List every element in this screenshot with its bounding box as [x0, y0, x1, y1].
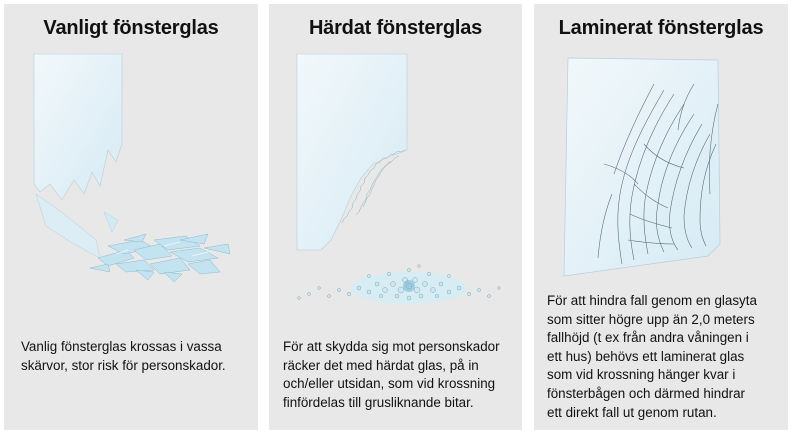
description-line: ett hus) behövs ett laminerat glas — [547, 348, 745, 364]
panel-description — [21, 338, 253, 375]
description-line: som vid krossning hänger kvar i — [547, 367, 736, 383]
glass-pane — [297, 54, 407, 250]
description-line: räcker det med härdat glas, på in — [283, 357, 479, 373]
tempered-glass-illustration — [269, 44, 522, 304]
panel-description — [283, 338, 515, 412]
panel-title: Laminerat fönsterglas — [558, 17, 764, 39]
granule-pile — [298, 265, 501, 304]
description-line: För att hindra fall genom en glasyta — [547, 293, 757, 308]
description-line: som sitter högre upp än 2,0 meters — [547, 311, 755, 327]
description-line: skärvor, stor risk för personskador. — [21, 357, 226, 373]
laminated-glass-illustration — [534, 44, 788, 304]
panel-tempered-glass — [269, 4, 522, 430]
panel-laminated-glass — [534, 4, 788, 430]
description-line: ett direkt fall ut genom rutan. — [547, 404, 717, 420]
granule-center — [403, 280, 415, 292]
panel-ordinary-glass — [4, 4, 258, 430]
panel-description — [547, 292, 783, 422]
description-line: finfördelas till grusliknande bitar. — [283, 394, 474, 410]
ordinary-glass-illustration — [4, 44, 258, 304]
glass-shard — [36, 194, 100, 258]
panel-title: Vanligt fönsterglas — [43, 17, 219, 39]
description-line: och/eller utsidan, som vid krossning — [283, 376, 496, 392]
description-line: fönsterbågen och därmed hindrar — [547, 385, 746, 401]
panel-title: Härdat fönsterglas — [308, 17, 483, 39]
description-line: Vanlig fönsterglas krossas i vassa — [21, 339, 222, 354]
description-line: För att skydda sig mot personskador — [283, 339, 500, 354]
glass-pane — [564, 58, 720, 276]
shard-pile — [90, 234, 230, 282]
description-line: fallhöjd (t ex från andra våningen i — [547, 330, 749, 346]
glass-pane — [34, 54, 122, 200]
glass-shard — [104, 212, 118, 232]
